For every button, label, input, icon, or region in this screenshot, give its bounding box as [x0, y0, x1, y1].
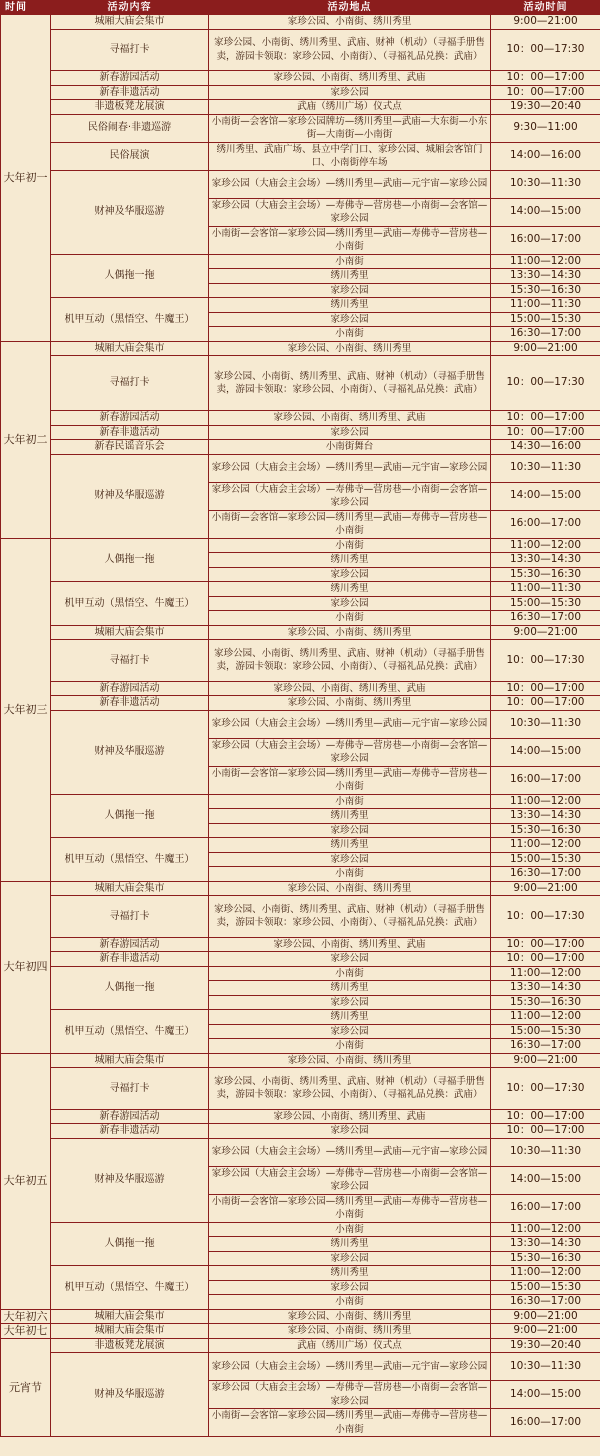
table-row — [1, 411, 600, 426]
time-cell: 10：00—17:00 — [491, 1109, 600, 1124]
time-cell: 9:00—21:00 — [491, 341, 600, 356]
location-cell: 小南街—会客馆—家珍公园—绣川秀里—武庙—寿佛寺—营房巷—小南街 — [209, 1194, 491, 1222]
location-cell: 家珍公园、小南街、绣川秀里 — [209, 881, 491, 896]
activity-cell: 新春非遗活动 — [51, 1124, 209, 1139]
header-time: 时间 — [1, 1, 51, 15]
header-activity: 活动内容 — [51, 1, 209, 15]
table-row — [1, 254, 600, 269]
location-cell: 家珍公园 — [209, 85, 491, 100]
time-cell: 16:00—17:00 — [491, 510, 600, 538]
activity-cell: 新春非遗活动 — [51, 952, 209, 967]
time-cell: 13:30—14:30 — [491, 809, 600, 824]
table-row — [1, 937, 600, 952]
header-location: 活动地点 — [209, 1, 491, 15]
table-row — [1, 425, 600, 440]
time-cell: 15:00—15:30 — [491, 596, 600, 611]
location-cell: 绣川秀里 — [209, 981, 491, 996]
activity-cell: 机甲互动（黑悟空、牛魔王） — [51, 838, 209, 882]
time-cell: 10：00—17:30 — [491, 1068, 600, 1110]
time-cell: 10：00—17:00 — [491, 681, 600, 696]
time-cell: 16:30—17:00 — [491, 867, 600, 882]
activity-cell: 寻福打卡 — [51, 29, 209, 71]
location-cell: 家珍公园（大庙会主会场）—绣川秀里—武庙—元宇宙—家珍公园 — [209, 1353, 491, 1381]
location-cell: 小南街—会客馆—家珍公园—绣川秀里—武庙—寿佛寺—营房巷—小南街 — [209, 766, 491, 794]
location-cell: 绣川秀里 — [209, 1266, 491, 1281]
time-cell: 9:30—11:00 — [491, 114, 600, 142]
time-cell: 13:30—14:30 — [491, 981, 600, 996]
location-cell: 绣川秀里 — [209, 269, 491, 284]
table-row — [1, 794, 600, 809]
time-cell: 10：00—17:00 — [491, 71, 600, 86]
time-cell: 10：00—17:30 — [491, 896, 600, 938]
time-cell: 10:30—11:30 — [491, 1353, 600, 1381]
time-cell: 10：00—17:30 — [491, 640, 600, 682]
activity-cell: 机甲互动（黑悟空、牛魔王） — [51, 1010, 209, 1054]
table-row — [1, 1266, 600, 1281]
time-cell: 10:30—11:30 — [491, 454, 600, 482]
time-cell: 15:30—16:30 — [491, 823, 600, 838]
time-cell: 9:00—21:00 — [491, 881, 600, 896]
time-cell: 15:00—15:30 — [491, 1024, 600, 1039]
time-cell: 15:30—16:30 — [491, 995, 600, 1010]
time-cell: 16:00—17:00 — [491, 766, 600, 794]
table-row — [1, 15, 600, 30]
day-cell: 大年初四 — [1, 881, 51, 1053]
time-cell: 15:00—15:30 — [491, 852, 600, 867]
table-row — [1, 170, 600, 198]
location-cell: 小南街 — [209, 1222, 491, 1237]
table-row — [1, 952, 600, 967]
day-cell: 大年初五 — [1, 1053, 51, 1309]
activity-cell: 新春游园活动 — [51, 681, 209, 696]
activity-cell: 城厢大庙会集市 — [51, 1324, 209, 1339]
time-cell: 11:00—12:00 — [491, 254, 600, 269]
table-row — [1, 582, 600, 597]
location-cell: 家珍公园 — [209, 425, 491, 440]
header-row — [1, 1, 600, 15]
location-cell: 家珍公园、小南街、绣川秀里 — [209, 625, 491, 640]
activity-cell: 财神及华服巡游 — [51, 454, 209, 538]
activity-cell: 城厢大庙会集市 — [51, 1309, 209, 1324]
location-cell: 绣川秀里、武庙广场、县立中学门口、家珍公园、城厢会客馆门口、小南街停车场 — [209, 142, 491, 170]
activity-cell: 新春非遗活动 — [51, 696, 209, 711]
activity-cell: 财神及华服巡游 — [51, 170, 209, 254]
activity-cell: 新春非遗活动 — [51, 85, 209, 100]
day-cell: 大年初六 — [1, 1309, 51, 1324]
activity-cell: 城厢大庙会集市 — [51, 625, 209, 640]
table-row — [1, 838, 600, 853]
activity-cell: 寻福打卡 — [51, 896, 209, 938]
location-cell: 家珍公园、小南街、绣川秀里、武庙、财神（机动）（寻福手册售卖，游园卡领取：家珍公园、小南街）、（寻福礼品兑换：武庙） — [209, 896, 491, 938]
table-row — [1, 341, 600, 356]
day-cell: 大年初二 — [1, 341, 51, 538]
time-cell: 10:30—11:30 — [491, 170, 600, 198]
location-cell: 绣川秀里 — [209, 298, 491, 313]
table-row — [1, 896, 600, 938]
location-cell: 家珍公园 — [209, 852, 491, 867]
table-row — [1, 640, 600, 682]
activity-cell: 新春非遗活动 — [51, 425, 209, 440]
time-cell: 16:30—17:00 — [491, 327, 600, 342]
time-cell: 9:00—21:00 — [491, 1309, 600, 1324]
location-cell: 家珍公园 — [209, 1124, 491, 1139]
time-cell: 10：00—17:30 — [491, 356, 600, 411]
time-cell: 11:00—11:30 — [491, 582, 600, 597]
table-row — [1, 1309, 600, 1324]
table-row — [1, 29, 600, 71]
location-cell: 家珍公园、小南街、绣川秀里 — [209, 1053, 491, 1068]
day-cell: 大年初三 — [1, 538, 51, 881]
location-cell: 小南街 — [209, 794, 491, 809]
table-row — [1, 710, 600, 738]
location-cell: 小南街 — [209, 538, 491, 553]
location-cell: 家珍公园（大庙会主会场）—绣川秀里—武庙—元宇宙—家珍公园 — [209, 710, 491, 738]
time-cell: 10：00—17:00 — [491, 425, 600, 440]
location-cell: 家珍公园、小南街、绣川秀里、武庙 — [209, 681, 491, 696]
time-cell: 19:30—20:40 — [491, 100, 600, 115]
location-cell: 家珍公园（大庙会主会场）—绣川秀里—武庙—元宇宙—家珍公园 — [209, 454, 491, 482]
time-cell: 14:00—15:00 — [491, 738, 600, 766]
activity-cell: 城厢大庙会集市 — [51, 881, 209, 896]
table-row — [1, 1010, 600, 1025]
time-cell: 13:30—14:30 — [491, 553, 600, 568]
location-cell: 家珍公园、小南街、绣川秀里 — [209, 696, 491, 711]
location-cell: 家珍公园 — [209, 995, 491, 1010]
activity-cell: 城厢大庙会集市 — [51, 341, 209, 356]
location-cell: 小南街—会客馆—家珍公园—绣川秀里—武庙—寿佛寺—营房巷—小南街 — [209, 226, 491, 254]
location-cell: 绣川秀里 — [209, 1237, 491, 1252]
table-row — [1, 696, 600, 711]
table-row — [1, 681, 600, 696]
activity-cell: 新春游园活动 — [51, 411, 209, 426]
activity-cell: 新春游园活动 — [51, 1109, 209, 1124]
location-cell: 小南街 — [209, 254, 491, 269]
activity-cell: 人偶拖一拖 — [51, 538, 209, 582]
activity-cell: 机甲互动（黑悟空、牛魔王） — [51, 298, 209, 342]
table-row — [1, 1068, 600, 1110]
table-row — [1, 1338, 600, 1353]
header-schedule: 活动时间 — [491, 1, 600, 15]
location-cell: 家珍公园、小南街、绣川秀里、武庙 — [209, 937, 491, 952]
activity-cell: 新春游园活动 — [51, 71, 209, 86]
time-cell: 16:30—17:00 — [491, 1039, 600, 1054]
activity-cell: 机甲互动（黑悟空、牛魔王） — [51, 1266, 209, 1310]
activity-cell: 机甲互动（黑悟空、牛魔王） — [51, 582, 209, 626]
time-cell: 14:00—15:00 — [491, 1381, 600, 1409]
table-row — [1, 1222, 600, 1237]
time-cell: 10：00—17:00 — [491, 952, 600, 967]
location-cell: 小南街—会客馆—家珍公园—绣川秀里—武庙—寿佛寺—营房巷—小南街 — [209, 510, 491, 538]
time-cell: 15:00—15:30 — [491, 1280, 600, 1295]
location-cell: 绣川秀里 — [209, 838, 491, 853]
location-cell: 家珍公园（大庙会主会场）—寿佛寺—营房巷—小南街—会客馆—家珍公园 — [209, 198, 491, 226]
day-cell: 元宵节 — [1, 1338, 51, 1437]
location-cell: 家珍公园（大庙会主会场）—寿佛寺—营房巷—小南街—会客馆—家珍公园 — [209, 738, 491, 766]
location-cell: 家珍公园、小南街、绣川秀里、武庙、财神（机动）（寻福手册售卖，游园卡领取：家珍公园、小南街）、（寻福礼品兑换：武庙） — [209, 356, 491, 411]
time-cell: 16:00—17:00 — [491, 226, 600, 254]
table-row — [1, 440, 600, 455]
table-row — [1, 71, 600, 86]
activity-cell: 非遗板凳龙展演 — [51, 1338, 209, 1353]
location-cell: 家珍公园、小南街、绣川秀里 — [209, 15, 491, 30]
time-cell: 14:00—15:00 — [491, 198, 600, 226]
activity-cell: 非遗板凳龙展演 — [51, 100, 209, 115]
location-cell: 家珍公园（大庙会主会场）—绣川秀里—武庙—元宇宙—家珍公园 — [209, 170, 491, 198]
activity-cell: 新春游园活动 — [51, 937, 209, 952]
time-cell: 13:30—14:30 — [491, 1237, 600, 1252]
location-cell: 小南街 — [209, 966, 491, 981]
time-cell: 11:00—12:00 — [491, 1266, 600, 1281]
location-cell: 家珍公园 — [209, 567, 491, 582]
time-cell: 19:30—20:40 — [491, 1338, 600, 1353]
activity-cell: 财神及华服巡游 — [51, 1353, 209, 1437]
activity-cell: 财神及华服巡游 — [51, 710, 209, 794]
time-cell: 15:30—16:30 — [491, 283, 600, 298]
activity-cell: 城厢大庙会集市 — [51, 1053, 209, 1068]
time-cell: 10：00—17:00 — [491, 696, 600, 711]
location-cell: 家珍公园 — [209, 823, 491, 838]
time-cell: 10：00—17:00 — [491, 85, 600, 100]
table-row — [1, 298, 600, 313]
day-cell: 大年初七 — [1, 1324, 51, 1339]
location-cell: 家珍公园、小南街、绣川秀里、武庙、财神（机动）（寻福手册售卖，游园卡领取：家珍公园、小南街）、（寻福礼品兑换：武庙） — [209, 29, 491, 71]
time-cell: 13:30—14:30 — [491, 269, 600, 284]
table-row — [1, 100, 600, 115]
time-cell: 9:00—21:00 — [491, 1053, 600, 1068]
location-cell: 小南街 — [209, 611, 491, 626]
location-cell: 家珍公园、小南街、绣川秀里 — [209, 341, 491, 356]
time-cell: 10：00—17:00 — [491, 411, 600, 426]
location-cell: 小南街 — [209, 1039, 491, 1054]
time-cell: 9:00—21:00 — [491, 625, 600, 640]
activity-cell: 城厢大庙会集市 — [51, 15, 209, 30]
time-cell: 15:30—16:30 — [491, 1251, 600, 1266]
location-cell: 绣川秀里 — [209, 1010, 491, 1025]
time-cell: 11:00—12:00 — [491, 966, 600, 981]
location-cell: 家珍公园、小南街、绣川秀里 — [209, 1324, 491, 1339]
activity-cell: 人偶拖一拖 — [51, 1222, 209, 1266]
table-row — [1, 538, 600, 553]
table-row — [1, 966, 600, 981]
location-cell: 小南街—会客馆—家珍公园牌坊—绣川秀里—武庙—大东街—小东街—大南街—小南街 — [209, 114, 491, 142]
time-cell: 11:00—12:00 — [491, 1222, 600, 1237]
table-row — [1, 1109, 600, 1124]
location-cell: 小南街 — [209, 1295, 491, 1310]
location-cell: 家珍公园 — [209, 283, 491, 298]
time-cell: 15:00—15:30 — [491, 312, 600, 327]
location-cell: 武庙（绣川广场）仪式点 — [209, 1338, 491, 1353]
table-row — [1, 1324, 600, 1339]
table-row — [1, 625, 600, 640]
time-cell: 11:00—11:30 — [491, 298, 600, 313]
location-cell: 小南街舞台 — [209, 440, 491, 455]
location-cell: 小南街 — [209, 867, 491, 882]
location-cell: 家珍公园 — [209, 952, 491, 967]
location-cell: 家珍公园（大庙会主会场）—寿佛寺—营房巷—小南街—会客馆—家珍公园 — [209, 482, 491, 510]
time-cell: 9:00—21:00 — [491, 1324, 600, 1339]
location-cell: 家珍公园（大庙会主会场）—寿佛寺—营房巷—小南街—会客馆—家珍公园 — [209, 1381, 491, 1409]
location-cell: 家珍公园、小南街、绣川秀里、武庙 — [209, 1109, 491, 1124]
time-cell: 16:30—17:00 — [491, 1295, 600, 1310]
time-cell: 11:00—12:00 — [491, 838, 600, 853]
table-row — [1, 85, 600, 100]
location-cell: 家珍公园、小南街、绣川秀里、武庙、财神（机动）（寻福手册售卖，游园卡领取：家珍公园、小南街）、（寻福礼品兑换：武庙） — [209, 1068, 491, 1110]
time-cell: 14:00—15:00 — [491, 482, 600, 510]
table-row — [1, 1124, 600, 1139]
table-row — [1, 1138, 600, 1166]
time-cell: 16:00—17:00 — [491, 1409, 600, 1437]
location-cell: 绣川秀里 — [209, 809, 491, 824]
day-cell: 大年初一 — [1, 15, 51, 342]
location-cell: 小南街 — [209, 327, 491, 342]
activity-cell: 人偶拖一拖 — [51, 794, 209, 838]
table-row — [1, 1053, 600, 1068]
activity-cell: 人偶拖一拖 — [51, 254, 209, 298]
time-cell: 10:30—11:30 — [491, 710, 600, 738]
location-cell: 家珍公园 — [209, 1024, 491, 1039]
activity-cell: 民俗展演 — [51, 142, 209, 170]
time-cell: 15:30—16:30 — [491, 567, 600, 582]
location-cell: 绣川秀里 — [209, 582, 491, 597]
location-cell: 家珍公园 — [209, 1251, 491, 1266]
location-cell: 家珍公园 — [209, 1280, 491, 1295]
activity-cell: 寻福打卡 — [51, 1068, 209, 1110]
time-cell: 11:00—12:00 — [491, 1010, 600, 1025]
location-cell: 家珍公园 — [209, 312, 491, 327]
location-cell: 武庙（绣川广场）仪式点 — [209, 100, 491, 115]
location-cell: 家珍公园、小南街、绣川秀里 — [209, 1309, 491, 1324]
activity-cell: 人偶拖一拖 — [51, 966, 209, 1010]
time-cell: 10:30—11:30 — [491, 1138, 600, 1166]
activity-cell: 财神及华服巡游 — [51, 1138, 209, 1222]
time-cell: 14:00—16:00 — [491, 142, 600, 170]
location-cell: 家珍公园（大庙会主会场）—寿佛寺—营房巷—小南街—会客馆—家珍公园 — [209, 1166, 491, 1194]
table-row — [1, 881, 600, 896]
table-row — [1, 356, 600, 411]
schedule-body — [1, 15, 600, 1437]
time-cell: 10：00—17:30 — [491, 29, 600, 71]
location-cell: 家珍公园、小南街、绣川秀里、武庙 — [209, 71, 491, 86]
time-cell: 16:30—17:00 — [491, 611, 600, 626]
location-cell: 家珍公园、小南街、绣川秀里、武庙 — [209, 411, 491, 426]
activity-cell: 民俗闹春·非遗巡游 — [51, 114, 209, 142]
location-cell: 绣川秀里 — [209, 553, 491, 568]
time-cell: 14:00—15:00 — [491, 1166, 600, 1194]
table-row — [1, 114, 600, 142]
location-cell: 家珍公园、小南街、绣川秀里、武庙、财神（机动）（寻福手册售卖，游园卡领取：家珍公园、小南街）、（寻福礼品兑换：武庙） — [209, 640, 491, 682]
location-cell: 家珍公园（大庙会主会场）—绣川秀里—武庙—元宇宙—家珍公园 — [209, 1138, 491, 1166]
table-row — [1, 454, 600, 482]
time-cell: 14:30—16:00 — [491, 440, 600, 455]
time-cell: 11:00—12:00 — [491, 794, 600, 809]
activity-cell: 新春民谣音乐会 — [51, 440, 209, 455]
time-cell: 10：00—17:00 — [491, 1124, 600, 1139]
table-row — [1, 142, 600, 170]
time-cell: 9:00—21:00 — [491, 15, 600, 30]
location-cell: 家珍公园 — [209, 596, 491, 611]
time-cell: 16:00—17:00 — [491, 1194, 600, 1222]
activity-cell: 寻福打卡 — [51, 640, 209, 682]
activity-cell: 寻福打卡 — [51, 356, 209, 411]
time-cell: 10：00—17:00 — [491, 937, 600, 952]
time-cell: 11:00—12:00 — [491, 538, 600, 553]
table-row — [1, 1353, 600, 1381]
location-cell: 小南街—会客馆—家珍公园—绣川秀里—武庙—寿佛寺—营房巷—小南街 — [209, 1409, 491, 1437]
